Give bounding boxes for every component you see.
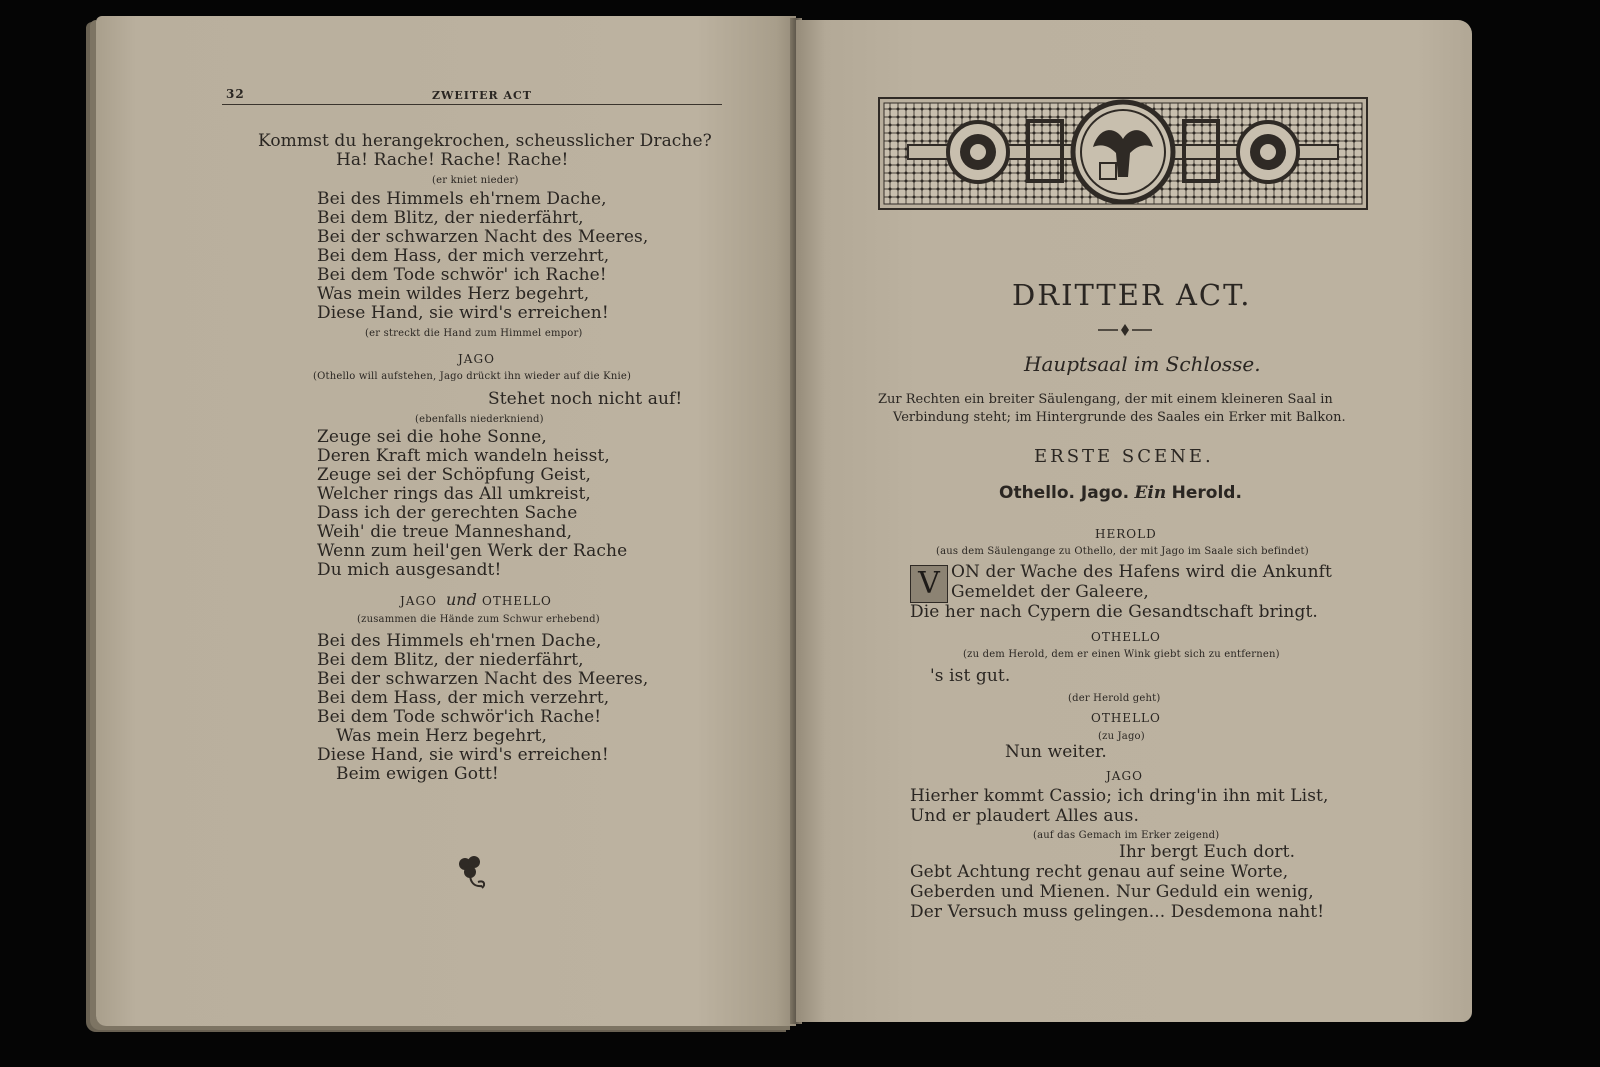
setting-description: Verbindung steht; im Hintergrunde des Saales ein Erker mit Balkon. [893, 410, 1346, 425]
verse-line: Was mein Herz begehrt, [336, 726, 547, 746]
verse-line: Wenn zum heil'gen Werk der Rache [317, 541, 628, 561]
verse-line: Bei dem Blitz, der niederfährt, [317, 650, 584, 670]
verse-line: Bei dem Blitz, der niederfährt, [317, 208, 584, 228]
stage-direction: (zu dem Herold, dem er einen Wink giebt sich zu entfernen) [963, 649, 1280, 660]
verse-line: Stehet noch nicht auf! [488, 389, 683, 409]
stage-direction: (er kniet nieder) [432, 175, 519, 186]
verse-line: Bei dem Tode schwör' ich Rache! [317, 265, 607, 285]
verse-line: Ihr bergt Euch dort. [1119, 842, 1296, 862]
verse-line: Und er plaudert Alles aus. [910, 806, 1140, 826]
cast-list [999, 483, 1242, 503]
decorative-headpiece-icon [878, 97, 1368, 210]
verse-line: Der Versuch muss gelingen... Desdemona naht! [910, 902, 1325, 922]
verse-line: Kommst du herangekrochen, scheusslicher Drache? [258, 131, 712, 151]
stage-direction: (Othello will aufstehen, Jago drückt ihn wieder auf die Knie) [313, 371, 632, 382]
stage-direction: (zusammen die Hände zum Schwur erhebend) [357, 614, 600, 625]
verse-line: Bei dem Tode schwör'ich Rache! [317, 707, 602, 727]
cast-names: Othello. Jago. [999, 483, 1130, 503]
stage-direction: (aus dem Säulengange zu Othello, der mit Jago im Saale sich befindet) [936, 546, 1309, 557]
speaker-name: OTHELLO [1091, 630, 1161, 644]
speaker-name: HEROLD [1095, 527, 1157, 541]
speaker-conjunction: und [446, 590, 477, 609]
verse-line: Beim ewigen Gott! [336, 764, 499, 784]
setting-description: Zur Rechten ein breiter Säulengang, der mit einem kleineren Saal in [878, 392, 1333, 407]
stage-direction: (ebenfalls niederkniend) [415, 414, 544, 425]
verse-line: Bei des Himmels eh'rnen Dache, [317, 631, 602, 651]
verse-line: Bei der schwarzen Nacht des Meeres, [317, 669, 649, 689]
verse-line: Nun weiter. [1005, 742, 1107, 762]
speaker-name: OTHELLO [482, 594, 552, 608]
verse-line: Bei dem Hass, der mich verzehrt, [317, 688, 610, 708]
verse-line: Du mich ausgesandt! [317, 560, 502, 580]
stage-direction: (auf das Gemach im Erker zeigend) [1033, 830, 1220, 841]
drop-cap: V [910, 565, 948, 603]
verse-line: Ha! Rache! Rache! Rache! [336, 150, 569, 170]
divider-ornament-icon [1096, 323, 1154, 337]
verse-line: ON der Wache des Hafens wird die Ankunft [951, 562, 1332, 582]
speaker-name: JAGO [1106, 769, 1143, 783]
verse-line: Gebt Achtung recht genau auf seine Worte, [910, 862, 1289, 882]
verse-line: Die her nach Cypern die Gesandtschaft bringt. [910, 602, 1318, 622]
verse-line: Deren Kraft mich wandeln heisst, [317, 446, 610, 466]
verse-line: Dass ich der gerechten Sache [317, 503, 578, 523]
verse-line: Hierher kommt Cassio; ich dring'in ihn mit List, [910, 786, 1329, 806]
running-head: ZWEITER ACT [432, 89, 532, 102]
verse-line: Geberden und Mienen. Nur Geduld ein wenig, [910, 882, 1314, 902]
verse-line: Bei dem Hass, der mich verzehrt, [317, 246, 610, 266]
verse-line: Welcher rings das All umkreist, [317, 484, 591, 504]
speaker-name: JAGO [400, 594, 437, 608]
verse-line: Zeuge sei die hohe Sonne, [317, 427, 547, 447]
stage-direction: (der Herold geht) [1068, 693, 1161, 704]
verse-line: Diese Hand, sie wird's erreichen! [317, 745, 609, 765]
speaker-name: JAGO [458, 352, 495, 366]
scene-title: ERSTE SCENE. [1034, 446, 1214, 467]
speaker-name: OTHELLO [1091, 711, 1161, 725]
page-number: 32 [226, 87, 245, 101]
act-title: DRITTER ACT. [1012, 278, 1252, 312]
verse-line: Weih' die treue Manneshand, [317, 522, 573, 542]
scene-setting: Hauptsaal im Schlosse. [1024, 352, 1261, 376]
verse-line: 's ist gut. [930, 666, 1011, 686]
verse-line: Was mein wildes Herz begehrt, [317, 284, 590, 304]
verse-line: Gemeldet der Galeere, [951, 582, 1149, 602]
verse-line: Diese Hand, sie wird's erreichen! [317, 303, 609, 323]
verse-line: Zeuge sei der Schöpfung Geist, [317, 465, 592, 485]
verse-line: Bei der schwarzen Nacht des Meeres, [317, 227, 649, 247]
verse-line: Bei des Himmels eh'rnem Dache, [317, 189, 607, 209]
stage-direction: (zu Jago) [1098, 731, 1145, 742]
clover-ornament-icon [452, 854, 492, 892]
cast-names: Herold. [1171, 483, 1242, 503]
stage-direction: (er streckt die Hand zum Himmel empor) [365, 328, 583, 339]
cast-article: Ein [1134, 483, 1167, 503]
header-rule [222, 104, 722, 105]
